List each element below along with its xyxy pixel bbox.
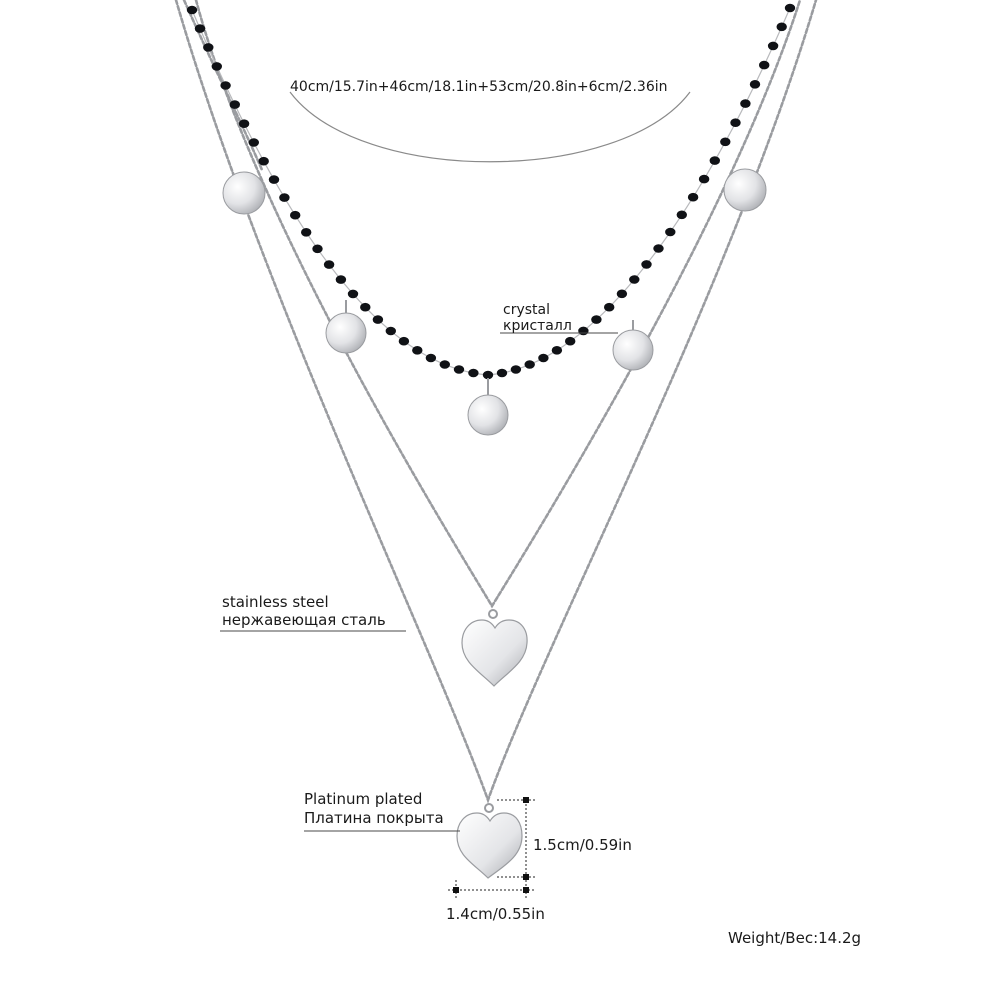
crystal-bead bbox=[440, 360, 450, 369]
crystal-bead bbox=[468, 369, 478, 378]
crystal-bead bbox=[259, 157, 269, 166]
crystal-bead bbox=[604, 303, 614, 312]
crystal-bead bbox=[373, 315, 383, 324]
crystal-bead bbox=[538, 354, 548, 363]
steel-label-ru: нержавеющая сталь bbox=[222, 611, 386, 629]
crystal-bead bbox=[617, 290, 627, 299]
crystal-bead bbox=[399, 337, 409, 346]
crystal-bead bbox=[677, 211, 687, 220]
crystal-bead bbox=[511, 365, 521, 374]
crystal-bead bbox=[710, 156, 720, 165]
crystal-bead bbox=[497, 369, 507, 378]
crystal-bead bbox=[290, 211, 300, 220]
pendant-width-label: 1.4cm/0.55in bbox=[446, 905, 545, 923]
heart-pendant-bottom bbox=[457, 804, 522, 878]
crystal-bead bbox=[195, 24, 205, 33]
crystal-bead bbox=[641, 260, 651, 269]
crystal-bead bbox=[777, 23, 787, 32]
crystal-bead bbox=[578, 327, 588, 336]
crystal-bead bbox=[653, 244, 663, 253]
coin-charm bbox=[468, 395, 508, 435]
steel-label-en: stainless steel bbox=[222, 593, 329, 611]
crystal-label-en: crystal bbox=[503, 302, 550, 318]
lengths-label: 40cm/15.7in+46cm/18.1in+53cm/20.8in+6cm/2.36in bbox=[290, 79, 668, 95]
crystal-bead bbox=[768, 42, 778, 51]
crystal-bead bbox=[249, 138, 259, 147]
coin-charms bbox=[223, 169, 766, 435]
crystal-bead bbox=[324, 260, 334, 269]
crystal-bead bbox=[720, 138, 730, 147]
crystal-bead bbox=[212, 62, 222, 71]
crystal-bead bbox=[386, 327, 396, 336]
coin-charm bbox=[724, 169, 766, 211]
crystal-bead bbox=[785, 4, 795, 13]
crystal-bead bbox=[525, 360, 535, 369]
crystal-bead bbox=[565, 337, 575, 346]
crystal-bead bbox=[239, 119, 249, 128]
crystal-bead bbox=[301, 228, 311, 237]
weight-label: Weight/Вес:14.2g bbox=[728, 929, 862, 947]
crystal-bead bbox=[730, 118, 740, 127]
crystal-bead bbox=[759, 61, 769, 70]
crystal-bead bbox=[629, 275, 639, 284]
crystal-bead bbox=[699, 175, 709, 184]
crystal-bead bbox=[454, 365, 464, 374]
crystal-bead bbox=[336, 275, 346, 284]
leader-lines bbox=[220, 333, 618, 831]
crystal-bead bbox=[269, 175, 279, 184]
crystal-bead bbox=[230, 100, 240, 109]
crystal-bead bbox=[360, 303, 370, 312]
coin-charm bbox=[223, 172, 265, 214]
crystal-bead bbox=[348, 290, 358, 299]
pendant-height-label: 1.5cm/0.59in bbox=[533, 836, 632, 854]
crystal-bead bbox=[591, 315, 601, 324]
crystal-bead bbox=[187, 6, 197, 15]
crystal-bead bbox=[426, 354, 436, 363]
crystal-bead bbox=[750, 80, 760, 89]
crystal-bead bbox=[688, 193, 698, 202]
heart-pendant-middle bbox=[462, 610, 527, 686]
crystal-bead bbox=[279, 193, 289, 202]
crystal-label-ru: кристалл bbox=[503, 318, 572, 334]
crystal-beads bbox=[187, 4, 795, 380]
crystal-bead bbox=[412, 346, 422, 355]
crystal-bead bbox=[552, 346, 562, 355]
plating-label-ru: Платина покрыта bbox=[304, 809, 444, 827]
crystal-strand-wire bbox=[192, 8, 790, 375]
coin-charm bbox=[613, 330, 653, 370]
crystal-bead bbox=[312, 245, 322, 254]
coin-charm bbox=[326, 313, 366, 353]
crystal-bead bbox=[740, 99, 750, 108]
length-curve bbox=[290, 92, 690, 162]
plating-label-en: Platinum plated bbox=[304, 790, 423, 808]
crystal-bead bbox=[220, 81, 230, 90]
crystal-bead bbox=[665, 228, 675, 237]
crystal-bead bbox=[203, 43, 213, 52]
